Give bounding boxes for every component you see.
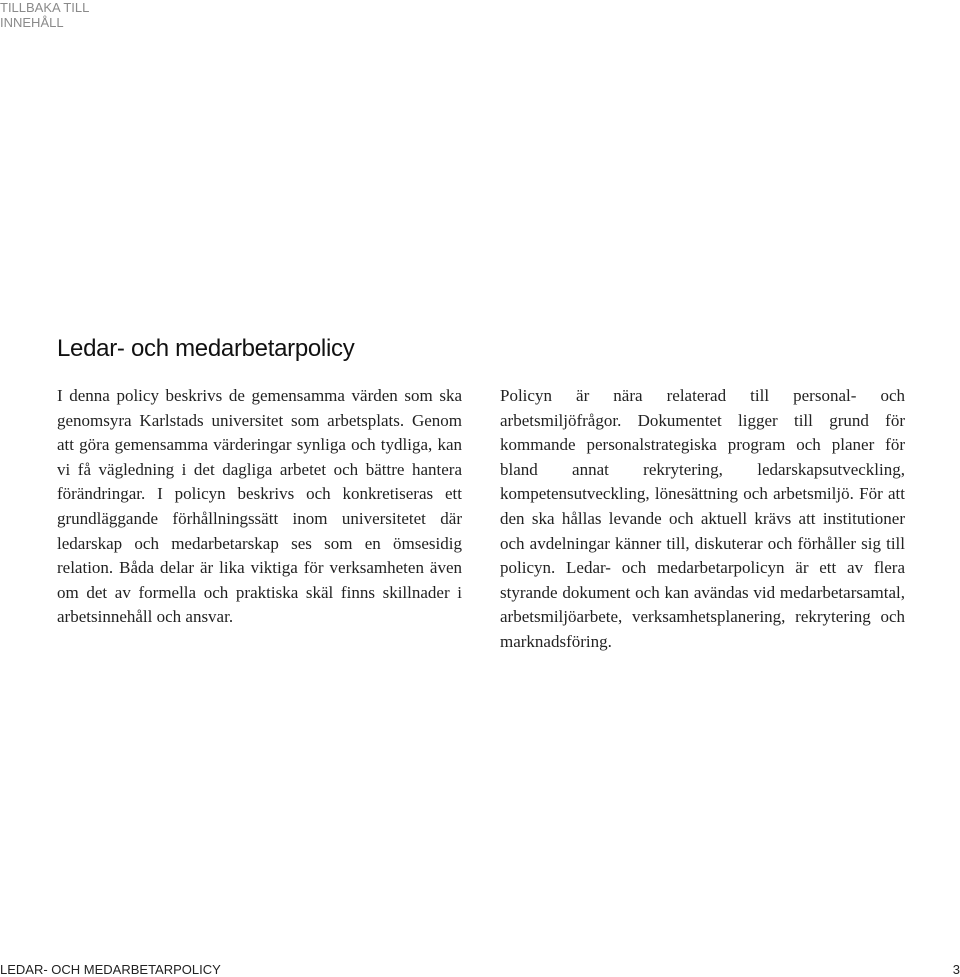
footer-document-title: LEDAR- OCH MEDARBETARPOLICY	[0, 962, 221, 977]
back-to-contents-link[interactable]: TILLBAKA TILL INNEHÅLL	[0, 0, 90, 30]
page-title: Ledar- och medarbetarpolicy	[57, 335, 355, 362]
body-paragraph-right: Policyn är nära relaterad till personal- och arbetsmiljöfrågor. Dokumentet ligger till grund för kommande personalstrategiska program och planer för bland annat rekrytering, ledarskapsutveckling, kompetensutveckling, lönesättning och arbetsmiljö. För att den ska hållas levande och aktuell krävs att institutioner och avdelningar känner till, diskuterar och förhåller sig till policyn. Ledar- och medarbetarpolicyn är ett av flera styrande dokument och kan avändas vid medarbetarsamtal, arbetsmiljöarbete, verksamhetsplanering, rekrytering och marknadsföring.	[500, 386, 905, 651]
footer-page-number: 3	[952, 962, 960, 977]
body-paragraph-left: I denna policy beskrivs de gemensamma värden som ska genomsyra Karlstads universitet som arbetsplats. Genom att göra gemensamma värderingar synliga och tydliga, kan vi få vägledning i det dagliga arbetet och bättre hantera förändringar. I policyn beskrivs och konkretiseras ett grundläggande förhållningssätt inom universitetet där ledarskap och medarbetarskap ses som en ömsesidig relation. Båda delar är lika viktiga för verksamheten även om det av formella och praktiska skäl finns skillnader i arbetsinnehåll och ansvar.	[57, 386, 462, 627]
